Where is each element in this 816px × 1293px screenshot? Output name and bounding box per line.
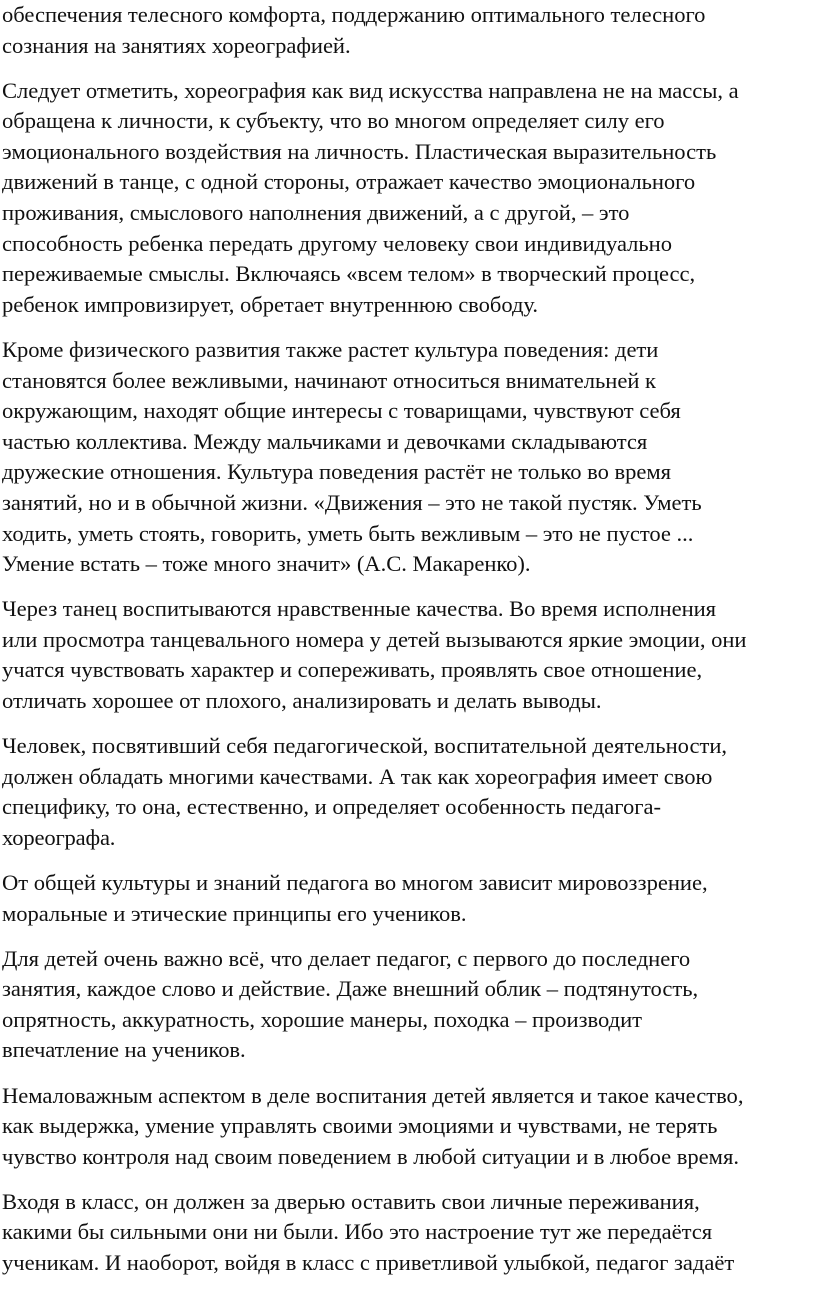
paragraph: [2, 0, 814, 61]
text-line: моральные и этические принципы его учеников.: [2, 900, 467, 926]
text-line: опрятность, аккуратность, хорошие манеры, походка – производит: [2, 1006, 642, 1032]
text-line: дружеские отношения. Культура поведения растёт не только во время: [2, 459, 671, 485]
paragraph: [2, 76, 814, 321]
paragraph: [2, 944, 814, 1066]
text-line: отличать хорошее от плохого, анализировать и делать выводы.: [2, 687, 602, 713]
text-line: хореографа.: [2, 824, 116, 850]
text-line: Следует отметить, хореография как вид искусства направлена не на массы, а: [2, 77, 739, 103]
text-line: От общей культуры и знаний педагога во многом зависит мировоззрение,: [2, 869, 708, 895]
text-line: обеспечения телесного комфорта, поддержанию оптимального телесного: [2, 2, 706, 27]
text-line: переживаемые смыслы. Включаясь «всем телом» в творческий процесс,: [2, 261, 696, 287]
text-line: ходить, уметь стоять, говорить, уметь быть вежливым – это не пустое ...: [2, 520, 694, 546]
paragraph: [2, 1081, 814, 1173]
text-line: Кроме физического развития также растет культура поведения: дети: [2, 336, 659, 362]
text-line: сознания на занятиях хореографией.: [2, 32, 351, 58]
document-page: [2, 0, 814, 1293]
paragraph: [2, 1187, 814, 1279]
text-line: способность ребенка передать другому человеку свои индивидуально: [2, 230, 672, 256]
text-line: окружающим, находят общие интересы с товарищами, чувствуют себя: [2, 398, 681, 424]
paragraph: [2, 868, 814, 929]
text-line: Для детей очень важно всё, что делает педагог, с первого до последнего: [2, 945, 691, 971]
text-line: становятся более вежливыми, начинают относиться внимательней к: [2, 367, 656, 393]
paragraph: [2, 731, 814, 853]
text-line: специфику, то она, естественно, и определяет особенность педагога-: [2, 794, 661, 820]
paragraph: [2, 335, 814, 580]
text-line: ребенок импровизирует, обретает внутреннюю свободу.: [2, 291, 539, 317]
text-line: Через танец воспитываются нравственные качества. Во время исполнения: [2, 596, 717, 622]
text-line: какими бы сильными они ни были. Ибо это настроение тут же передаётся: [2, 1219, 713, 1245]
text-line: Входя в класс, он должен за дверью оставить свои личные переживания,: [2, 1188, 700, 1214]
text-line: эмоционального воздействия на личность. Пластическая выразительность: [2, 138, 717, 164]
text-line: занятия, каждое слово и действие. Даже внешний облик – подтянутость,: [2, 976, 699, 1002]
text-line: впечатление на учеников.: [2, 1037, 246, 1063]
text-line: как выдержка, умение управлять своими эмоциями и чувствами, не терять: [2, 1113, 718, 1139]
text-line: обращена к личности, к субъекту, что во многом определяет силу его: [2, 108, 665, 134]
text-line: занятий, но и в обычной жизни. «Движения – это не такой пустяк. Уметь: [2, 489, 702, 515]
text-line: чувство контроля над своим поведением в любой ситуации и в любое время.: [2, 1143, 739, 1169]
text-line: учатся чувствовать характер и сопереживать, проявлять свое отношение,: [2, 657, 703, 683]
text-line: движений в танце, с одной стороны, отражает качество эмоционального: [2, 169, 696, 195]
text-line: проживания, смыслового наполнения движений, а с другой, – это: [2, 200, 630, 226]
text-line: должен обладать многими качествами. А так как хореография имеет свою: [2, 763, 713, 789]
text-line: Человек, посвятивший себя педагогической, воспитательной деятельности,: [2, 733, 728, 759]
text-line: Немаловажным аспектом в деле воспитания детей является и такое качество,: [2, 1082, 744, 1108]
text-line: частью коллектива. Между мальчиками и девочками складываются: [2, 428, 648, 454]
text-line: Умение встать – тоже много значит» (А.С. Макаренко).: [2, 551, 531, 577]
paragraph: [2, 594, 814, 716]
text-line: ученикам. И наоборот, войдя в класс с приветливой улыбкой, педагог задаёт: [2, 1249, 735, 1275]
text-line: или просмотра танцевального номера у детей вызываются яркие эмоции, они: [2, 626, 747, 652]
